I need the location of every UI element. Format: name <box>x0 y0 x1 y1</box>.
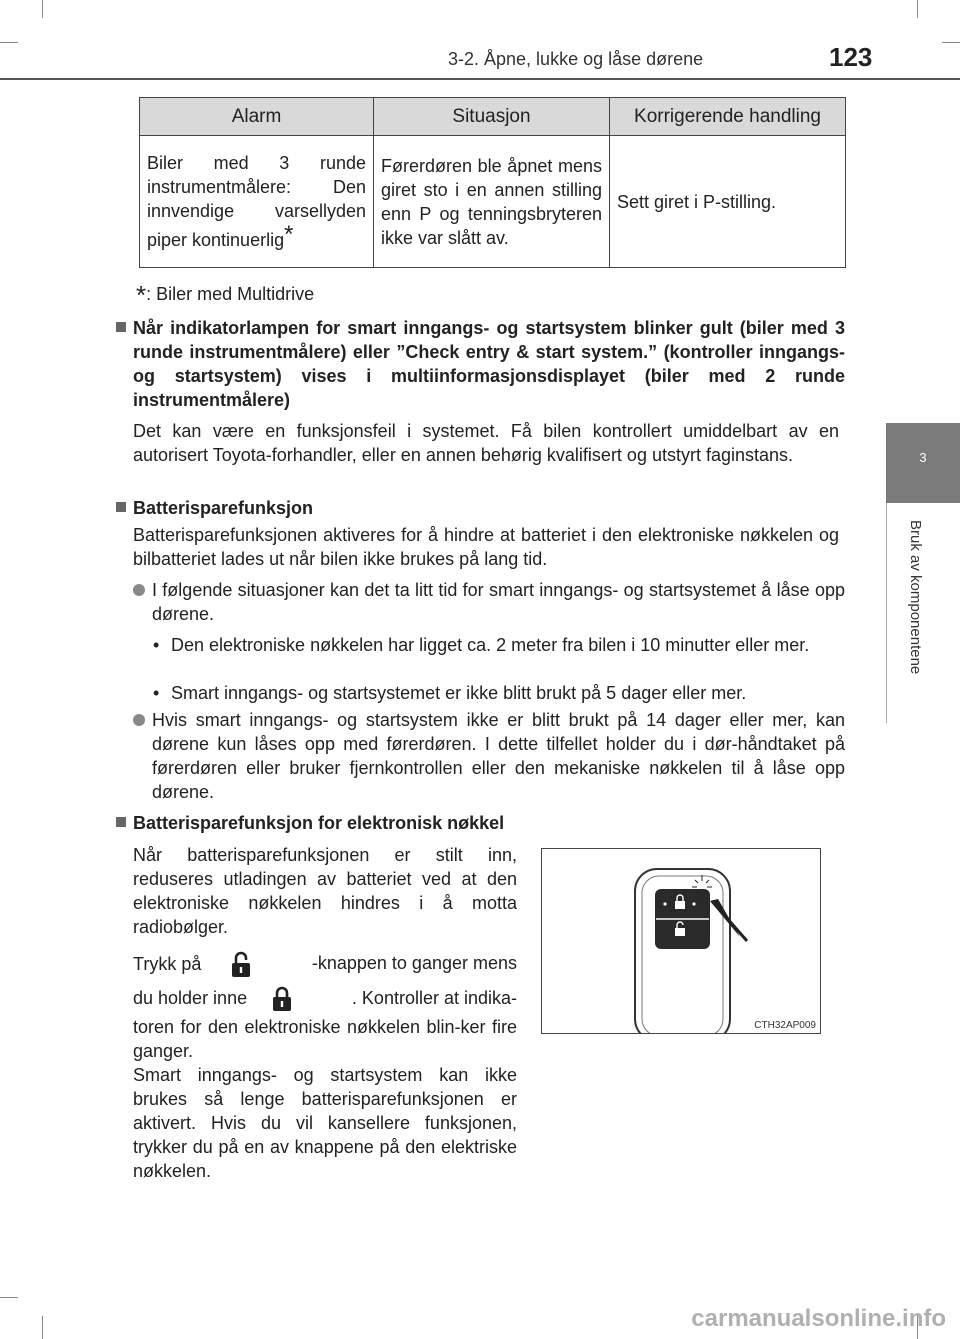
bullet-icon <box>133 714 145 726</box>
footnote-text: : Biler med Multidrive <box>146 284 315 304</box>
section-heading-battery: Batterisparefunksjon <box>133 498 314 518</box>
crop-mark <box>942 42 960 43</box>
table-cell-situation: Førerdøren ble åpnet mens giret sto i en annen stilling enn P og tenningsbryteren ikke var slått av. <box>374 136 610 268</box>
figure-code: CTH32AP009 <box>754 1020 816 1031</box>
chapter-title: Bruk av komponentene <box>907 520 924 675</box>
header-divider <box>0 78 960 80</box>
footnote-marker: * <box>136 280 147 310</box>
lock-icon <box>272 986 292 1012</box>
key-paragraph-2-line-2: du holder inne . Kontroller at indika- <box>133 986 517 1012</box>
sub-bullet-marker: • <box>153 635 160 655</box>
table-cell-action: Sett giret i P-stilling. <box>610 136 846 268</box>
section-marker-icon <box>116 322 126 332</box>
section-marker-icon <box>116 817 126 827</box>
crop-mark <box>42 0 43 18</box>
section-heading-indicator: Når indikatorlampen for smart inngangs- og startsystem blinker gult (biler med 3 runde instrumentmålere) eller ”Check entry & start system.” (kontroller inngangs- og startsystem) vises i multiinformasjonsdisplayet (biler med 2 runde instrumentmålere) <box>133 318 845 410</box>
alarm-table <box>139 97 846 268</box>
crop-mark <box>917 0 918 18</box>
sub-bullet-marker: • <box>153 683 160 703</box>
crop-mark <box>42 1316 43 1339</box>
bullet-item: I følgende situasjoner kan det ta litt tid for smart inngangs- og startsystemet å låse opp dørene. <box>152 580 845 624</box>
table-cell-alarm: Biler med 3 runde instrumentmålere: Den innvendige varsellyden piper kontinuerlig* <box>140 136 374 268</box>
section-marker-icon <box>116 502 126 512</box>
chapter-number: 3 <box>919 450 927 465</box>
table-header-alarm: Alarm <box>140 98 374 136</box>
key-paragraph-2-line-1: Trykk på -knappen to ganger mens <box>133 951 517 977</box>
crop-mark <box>0 42 18 43</box>
sub-bullet-item: Den elektroniske nøkkelen har ligget ca. 2 meter fra bilen i 10 minutter eller mer. <box>171 635 810 655</box>
chapter-tab <box>886 423 960 503</box>
table-header-situation: Situasjon <box>374 98 610 136</box>
key-illustration <box>541 848 821 1034</box>
footnote-marker: * <box>284 221 294 248</box>
unlock-icon <box>230 951 252 979</box>
section-title: 3-2. Åpne, lukke og låse dørene <box>448 49 704 69</box>
bullet-item: Hvis smart inngangs- og startsystem ikke er blitt brukt på 14 dager eller mer, kan dørene kun låses opp med førerdøren. I dette tilfellet holder du i dør-håndtaket på førerdøren eller bruker fjernkontrollen eller den mekaniske nøkkelen til å låse opp dørene. <box>152 710 845 802</box>
electronic-key-icon <box>542 849 820 1033</box>
sub-bullet-item: Smart inngangs- og startsystemet er ikke blitt brukt på 5 dager eller mer. <box>171 683 747 703</box>
table-header-action: Korrigerende handling <box>610 98 846 136</box>
page-number: 123 <box>829 42 873 72</box>
bullet-icon <box>133 584 145 596</box>
section-body-indicator: Det kan være en funksjonsfeil i systemet. Få bilen kontrollert umiddelbart av en autorisert Toyota-forhandler, eller en annen behørig kvalifisert og utstyrt faginstans. <box>133 421 839 465</box>
key-paragraph-2-line-3: toren for den elektroniske nøkkelen blin-ker fire ganger. <box>133 1017 517 1061</box>
key-paragraph-1: Når batterisparefunksjonen er stilt inn, reduseres utladingen av batteriet ved at den elektroniske nøkkelen hindres i å motta radiobølger. <box>133 845 517 937</box>
key-paragraph-3: Smart inngangs- og startsystem kan ikke brukes så lenge batterisparefunksjonen er aktivert. Hvis du vil kansellere funksjonen, trykker du på en av knappene på den elektriske nøkkelen. <box>133 1065 517 1181</box>
crop-mark <box>0 1297 18 1298</box>
section-heading-key: Batterisparefunksjon for elektronisk nøkkel <box>133 813 505 833</box>
section-body-battery: Batterisparefunksjonen aktiveres for å hindre at batteriet i den elektroniske nøkkelen og bilbatteriet lades ut når bilen ikke brukes på lang tid. <box>133 525 839 569</box>
footnote <box>136 280 314 311</box>
table-row <box>140 136 846 268</box>
watermark: carmanualsonline.info <box>691 1305 946 1332</box>
